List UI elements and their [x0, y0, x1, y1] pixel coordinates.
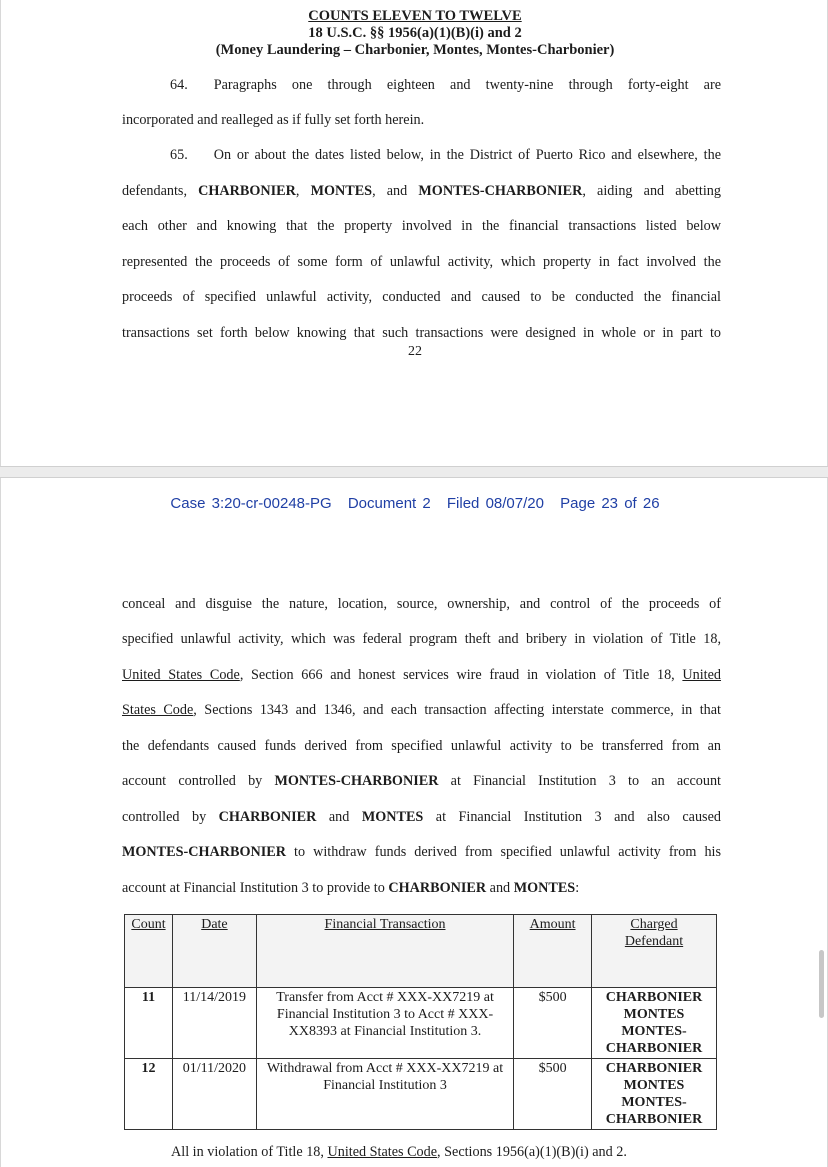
para-64-line-2: incorporated and realleged as if fully set forth herein.	[122, 112, 425, 128]
header-amount: Amount	[514, 915, 592, 988]
para-65-line-3: each other and knowing that the property involved in the financial transactions listed below	[122, 218, 721, 234]
text-span: and	[316, 809, 362, 825]
text-span: ,	[295, 183, 311, 199]
para-64-text: Paragraphs one through eighteen and twenty-nine through forty-eight are	[213, 77, 721, 93]
table-row	[125, 988, 717, 1059]
text-span: , Sections 1956(a)(1)(B)(i) and 2.	[437, 1144, 627, 1160]
text-span: , Section 666 and honest services wire fraud in violation of Title 18,	[239, 667, 683, 683]
document-page-22	[0, 0, 828, 466]
filed-date: Filed 08/07/20	[446, 495, 544, 512]
scrollbar-thumb[interactable]	[819, 950, 824, 1018]
defendant-name: MONTES-CHARBONIER	[274, 773, 439, 789]
para-64-number: 64.	[170, 77, 188, 93]
page-indicator: Page 23 of 26	[560, 495, 660, 512]
para-64-line-1	[122, 76, 721, 94]
body-line-1: conceal and disguise the nature, location, source, ownership, and control of the proceeds of	[122, 596, 721, 612]
text-span: , aiding and abetting	[582, 183, 721, 199]
case-number: Case 3:20-cr-00248-PG	[170, 495, 332, 512]
citation: United States Code	[122, 667, 240, 683]
counts-subtitle: (Money Laundering – Charbonier, Montes, Montes-Charbonier)	[215, 42, 615, 58]
defendant-name: MONTES-	[621, 1024, 687, 1039]
row-count: 12	[125, 1059, 173, 1130]
defendant-name: CHARBONIER	[605, 1112, 703, 1127]
header-defendant-line-2: Defendant	[624, 934, 684, 949]
document-number: Document 2	[347, 495, 431, 512]
citation: United	[682, 667, 722, 683]
body-line-9	[122, 879, 721, 897]
text-span: and	[486, 880, 514, 896]
closing-line	[171, 1144, 627, 1161]
row-count: 11	[125, 988, 173, 1059]
case-header	[1, 495, 828, 512]
text-span: , Sections 1343 and 1346, and each transaction affecting interstate commerce, in that	[193, 702, 721, 718]
row-defendants	[592, 1059, 717, 1130]
para-65-line-5: proceeds of specified unlawful activity, conducted and caused to be conducted the financial	[122, 289, 721, 305]
defendant-name: MONTES	[513, 880, 576, 896]
defendant-name: CHARBONIER	[605, 990, 703, 1005]
table-row	[125, 1059, 717, 1130]
defendant-name: MONTES	[623, 1078, 685, 1093]
defendant-name: MONTES	[361, 809, 424, 825]
text-span: account at Financial Institution 3 to provide to	[122, 880, 389, 896]
defendant-name: CHARBONIER	[218, 809, 317, 825]
defendant-name: CHARBONIER	[198, 183, 296, 199]
header-defendant-line-1: Charged	[630, 917, 678, 932]
row-date: 01/11/2020	[172, 1059, 256, 1130]
text-span: at Financial Institution 3 to an account	[438, 773, 721, 789]
defendant-name: MONTES-	[621, 1095, 687, 1110]
body-line-7	[122, 808, 721, 826]
body-line-2: specified unlawful activity, which was federal program theft and bribery in violation of Title 18,	[122, 631, 721, 647]
body-line-5: the defendants caused funds derived from specified unlawful activity to be transferred from an	[122, 738, 721, 754]
text-span: account controlled by	[122, 773, 275, 789]
row-transaction: Withdrawal from Acct # XXX-XX7219 at Financial Institution 3	[256, 1059, 513, 1130]
page-number: 22	[408, 344, 422, 359]
para-65-text: On or about the dates listed below, in the District of Puerto Rico and elsewhere, the	[213, 147, 721, 163]
row-defendants	[592, 988, 717, 1059]
row-amount: $500	[514, 1059, 592, 1130]
body-line-8	[122, 843, 721, 861]
para-65-line-6: transactions set forth below knowing that such transactions were designed in whole or in part to	[122, 325, 721, 341]
body-line-4	[122, 701, 721, 719]
text-span: controlled by	[122, 809, 219, 825]
defendant-name: CHARBONIER	[605, 1041, 703, 1056]
defendant-name: MONTES-CHARBONIER	[418, 183, 583, 199]
citation: States Code	[122, 702, 194, 718]
table-header-row	[125, 915, 717, 988]
row-amount: $500	[514, 988, 592, 1059]
row-transaction: Transfer from Acct # XXX-XX7219 at Financial Institution 3 to Acct # XXX-XX8393 at Financial Institution 3.	[256, 988, 513, 1059]
page-separator	[0, 466, 828, 478]
text-span: , and	[372, 183, 419, 199]
defendant-name: MONTES-CHARBONIER	[122, 844, 286, 860]
para-65-line-1	[122, 146, 721, 164]
header-transaction: Financial Transaction	[256, 915, 513, 988]
para-65-line-2	[122, 182, 721, 200]
para-65-line-4: represented the proceeds of some form of unlawful activity, which property in fact involved the	[122, 254, 721, 270]
body-line-6	[122, 772, 721, 790]
defendant-name: MONTES	[623, 1007, 685, 1022]
document-page-23	[0, 478, 828, 1167]
header-count: Count	[125, 915, 173, 988]
para-65-number: 65.	[170, 147, 188, 163]
body-line-3	[122, 666, 721, 684]
text-span: :	[575, 880, 580, 896]
citation: United States Code	[327, 1144, 438, 1160]
statute-heading: 18 U.S.C. §§ 1956(a)(1)(B)(i) and 2	[308, 25, 522, 41]
transactions-table	[124, 914, 717, 1130]
defendant-name: CHARBONIER	[605, 1061, 703, 1076]
counts-heading: COUNTS ELEVEN TO TWELVE	[308, 8, 522, 24]
header-date: Date	[172, 915, 256, 988]
defendant-name: CHARBONIER	[388, 880, 487, 896]
text-span: All in violation of Title 18,	[171, 1144, 328, 1160]
text-span: to withdraw funds derived from specified unlawful activity from his	[285, 844, 721, 860]
header-defendant	[592, 915, 717, 988]
row-date: 11/14/2019	[172, 988, 256, 1059]
text-span: at Financial Institution 3 and also caused	[423, 809, 721, 825]
defendant-name: MONTES	[310, 183, 373, 199]
text-span: defendants,	[122, 183, 199, 199]
